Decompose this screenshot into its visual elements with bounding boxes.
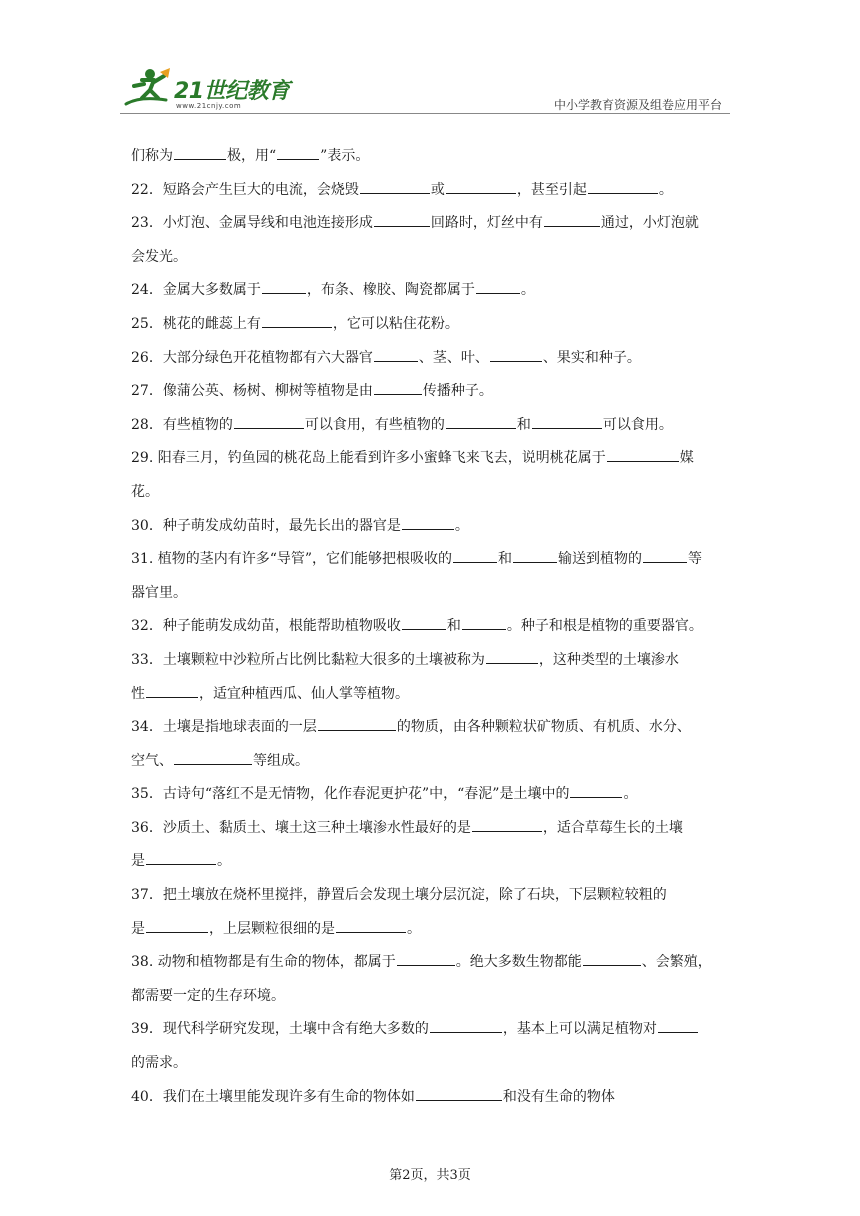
runner-logo-icon [120, 66, 180, 114]
question-line [131, 610, 731, 644]
question-text: 。 [454, 517, 469, 534]
question-line [131, 644, 731, 678]
question-text: 输送到植物的 [558, 551, 643, 568]
question-text: 、会繁殖， [641, 954, 712, 971]
question-text: ，基本上可以满足植物对 [502, 1021, 657, 1038]
logo-url: www.21cnjy.com [176, 102, 242, 110]
question-text: 35．古诗句“落红不是无情物，化作春泥更护花”中，“春泥”是土壤中的 [131, 786, 570, 803]
question-text: 28．有些植物的 [131, 416, 233, 433]
answer-blank[interactable] [374, 212, 430, 227]
question-text: 37．把土壤放在烧杯里搅拌，静置后会发现土壤分层沉淀，除了石块，下层颗粒较粗的 [131, 887, 667, 904]
question-text: 花。 [131, 483, 159, 500]
answer-blank[interactable] [453, 548, 497, 563]
question-line [131, 1047, 731, 1081]
question-text: 是 [131, 920, 145, 937]
question-text: 22．短路会产生巨大的电流，会烧毁 [131, 181, 359, 198]
answer-blank[interactable] [583, 951, 641, 966]
answer-blank[interactable] [277, 145, 319, 160]
question-text: 34．土壤是指地球表面的一层 [131, 719, 317, 736]
question-text: 极，用“ [227, 148, 277, 164]
question-text: 23．小灯泡、金属导线和电池连接形成 [131, 215, 373, 232]
question-text: 和 [446, 618, 461, 635]
question-text: 。 [658, 181, 673, 198]
question-text: 、果实和种子。 [542, 349, 641, 366]
question-text: ，适宜种植西瓜、仙人掌等植物。 [199, 685, 409, 702]
answer-blank[interactable] [374, 347, 418, 362]
question-line [131, 879, 731, 913]
question-text: 27．像蒲公英、杨树、柳树等植物是由 [131, 383, 373, 400]
answer-blank[interactable] [146, 918, 208, 933]
question-text: ，甚至引起 [516, 181, 587, 198]
question-text: 的需求。 [131, 1055, 187, 1072]
answer-blank[interactable] [318, 716, 396, 731]
answer-blank[interactable] [532, 414, 602, 429]
answer-blank[interactable] [490, 347, 542, 362]
answer-blank[interactable] [607, 447, 679, 462]
question-line [131, 140, 731, 174]
page-number: 第2页，共3页 [389, 1168, 471, 1183]
question-line [131, 342, 731, 376]
question-text: 性 [131, 685, 145, 702]
question-line [131, 980, 731, 1014]
question-line [131, 375, 731, 409]
question-text: 通过，小灯泡就 [600, 215, 699, 232]
question-text: 和 [516, 416, 531, 433]
question-line [131, 913, 731, 947]
answer-blank[interactable] [174, 750, 252, 765]
question-text: ，适合草莓生长的土壤 [542, 819, 683, 836]
question-text: 。 [217, 853, 231, 870]
question-text: 都需要一定的生存环境。 [131, 987, 285, 1004]
answer-blank[interactable] [262, 279, 306, 294]
question-line [131, 711, 731, 745]
answer-blank[interactable] [402, 515, 454, 530]
question-text: 或 [430, 181, 445, 198]
answer-blank[interactable] [360, 179, 430, 194]
page-header [120, 66, 730, 116]
question-line [131, 442, 731, 476]
answer-blank[interactable] [544, 212, 600, 227]
question-text: 会发光。 [131, 248, 187, 265]
site-logo[interactable] [120, 66, 340, 116]
question-text: 。绝大多数生物都能 [455, 954, 582, 971]
question-line [131, 812, 731, 846]
question-line [131, 174, 731, 208]
answer-blank[interactable] [570, 783, 622, 798]
question-line [131, 778, 731, 812]
question-text: 33．土壤颗粒中沙粒所占比例比黏粒大很多的土壤被称为 [131, 651, 485, 668]
answer-blank[interactable] [174, 145, 226, 160]
question-text: 、茎、叶、 [418, 349, 489, 366]
answer-blank[interactable] [430, 1018, 502, 1033]
question-text: 等组成。 [253, 752, 309, 769]
question-text: 们称为 [131, 148, 173, 164]
question-text: 26．大部分绿色开花植物都有六大器官 [131, 349, 373, 366]
answer-blank[interactable] [146, 683, 198, 698]
logo-text: 21世纪教育 [174, 79, 290, 104]
answer-blank[interactable] [643, 548, 687, 563]
platform-name: 中小学教育资源及组卷应用平台 [553, 98, 722, 112]
question-text: 的物质，由各种颗粒状矿物质、有机质、水分、 [396, 719, 691, 736]
answer-blank[interactable] [658, 1018, 698, 1033]
answer-blank[interactable] [416, 1086, 502, 1101]
answer-blank[interactable] [397, 951, 455, 966]
answer-blank[interactable] [472, 817, 542, 832]
question-text: 等 [688, 551, 703, 568]
question-text: 25．桃花的雌蕊上有 [131, 315, 261, 332]
question-text: 可以食用。 [602, 416, 673, 433]
answer-blank[interactable] [336, 918, 406, 933]
answer-blank[interactable] [374, 380, 422, 395]
question-text: 。种子和根是植物的重要器官。 [506, 618, 703, 635]
question-line [131, 476, 731, 510]
question-line [131, 207, 731, 241]
question-text: 38. 动物和植物都是有生命的物体，都属于 [131, 954, 396, 971]
question-text: ”表示。 [320, 148, 370, 164]
question-line [131, 274, 731, 308]
question-text: 30．种子萌发成幼苗时，最先长出的器官是 [131, 517, 401, 534]
question-text: 媒 [679, 450, 694, 467]
answer-blank[interactable] [446, 179, 516, 194]
question-text: 。 [623, 786, 638, 803]
answer-blank[interactable] [262, 313, 332, 328]
question-text: 32．种子能萌发成幼苗，根能帮助植物吸收 [131, 618, 401, 635]
question-text: 传播种子。 [422, 383, 493, 400]
question-text: 。 [407, 920, 421, 937]
question-text: 可以食用，有些植物的 [304, 416, 445, 433]
question-text: 40．我们在土壤里能发现许多有生命的物体如 [131, 1088, 415, 1105]
question-line [131, 845, 731, 879]
answer-blank[interactable] [513, 548, 557, 563]
header-divider [120, 113, 730, 114]
question-line [131, 409, 731, 443]
question-text: ，这种类型的土壤渗水 [538, 651, 679, 668]
question-line [131, 241, 731, 275]
question-text: 器官里。 [131, 584, 187, 601]
question-text: 36．沙质土、黏质土、壤土这三种土壤渗水性最好的是 [131, 819, 471, 836]
answer-blank[interactable] [146, 850, 216, 865]
question-line [131, 946, 731, 980]
answer-blank[interactable] [402, 615, 446, 630]
question-text: ，布条、橡胶、陶瓷都属于 [306, 282, 475, 299]
answer-blank[interactable] [462, 615, 506, 630]
answer-blank[interactable] [234, 414, 304, 429]
question-line [131, 678, 731, 712]
answer-blank[interactable] [588, 179, 658, 194]
question-line [131, 1013, 731, 1047]
answer-blank[interactable] [446, 414, 516, 429]
question-text: 空气、 [131, 752, 173, 769]
question-text: 。 [520, 282, 535, 299]
question-list [131, 140, 731, 1114]
question-text: 24．金属大多数属于 [131, 282, 261, 299]
question-text: 是 [131, 853, 145, 870]
question-line [131, 510, 731, 544]
question-text: 31. 植物的茎内有许多“导管”，它们能够把根吸收的 [131, 551, 453, 568]
question-text: ，上层颗粒很细的是 [209, 920, 335, 937]
question-text: 39．现代科学研究发现，土壤中含有绝大多数的 [131, 1021, 429, 1038]
question-line [131, 308, 731, 342]
question-line [131, 1081, 731, 1115]
question-line [131, 543, 731, 577]
question-line [131, 577, 731, 611]
question-text: ，它可以粘住花粉。 [332, 315, 459, 332]
answer-blank[interactable] [486, 649, 538, 664]
question-text: 29. 阳春三月，钓鱼园的桃花岛上能看到许多小蜜蜂飞来飞去，说明桃花属于 [131, 450, 606, 467]
question-text: 和没有生命的物体 [502, 1088, 615, 1105]
answer-blank[interactable] [476, 279, 520, 294]
question-line [131, 745, 731, 779]
question-text: 回路时，灯丝中有 [430, 215, 543, 232]
question-text: 和 [498, 551, 513, 568]
